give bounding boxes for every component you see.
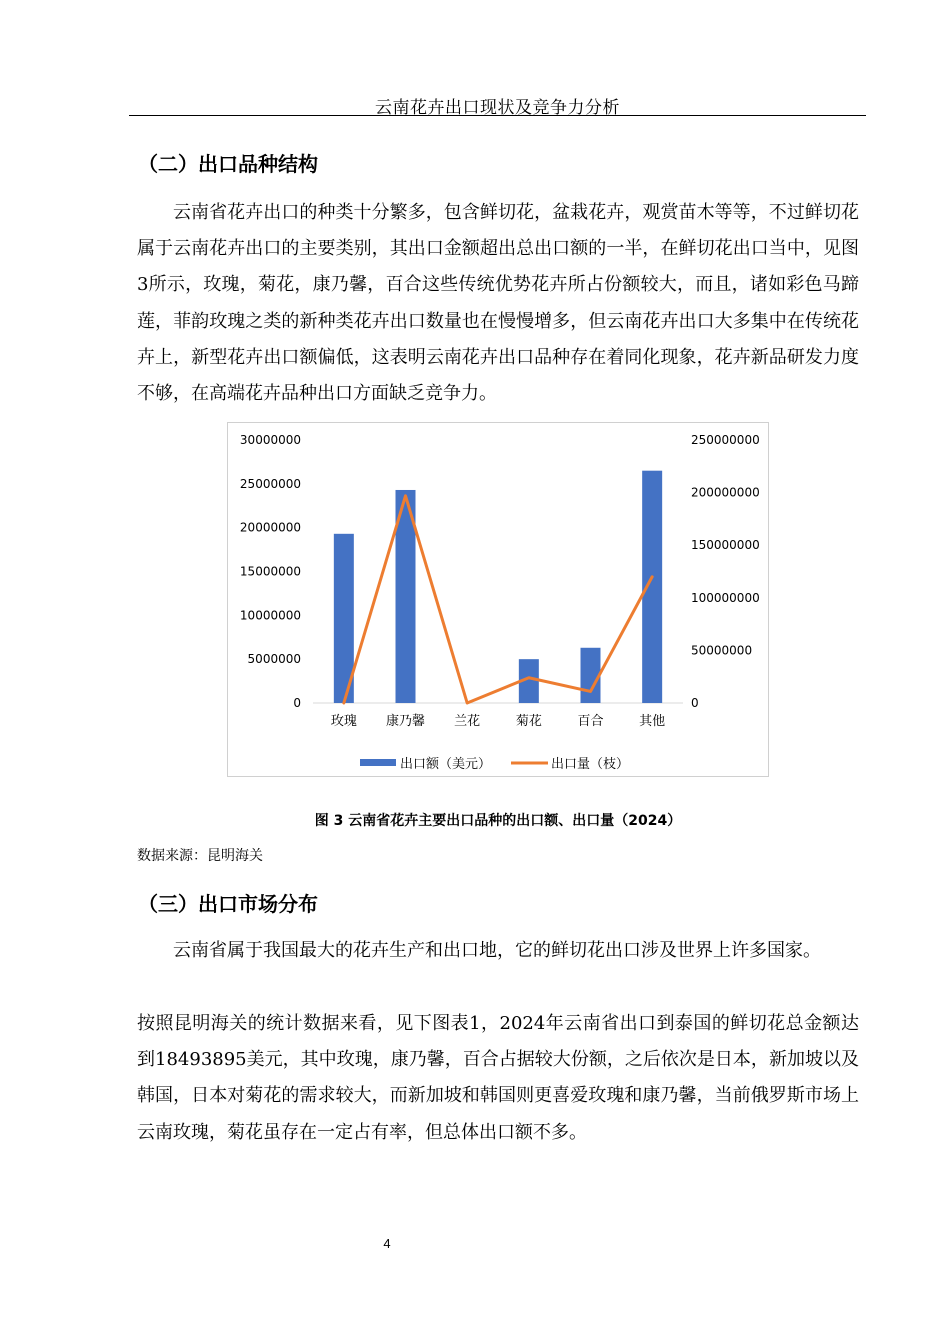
running-header: 云南花卉出口现状及竞争力分析 <box>375 98 620 118</box>
data-source-note: 数据来源：昆明海关 <box>137 848 263 864</box>
right-axis-tick-label: 250000000 <box>691 433 760 447</box>
left-axis-tick-label: 20000000 <box>239 520 301 535</box>
category-label: 菊花 <box>515 714 542 729</box>
right-axis-tick-label: 0 <box>691 696 699 710</box>
category-label: 兰花 <box>454 714 481 729</box>
export-chart <box>227 422 769 777</box>
volume-line <box>344 496 652 703</box>
section-heading-export-markets: （三）出口市场分布 <box>138 892 318 916</box>
right-axis-tick-label: 200000000 <box>691 485 760 500</box>
figure-caption: 图 3 云南省花卉主要出口品种的出口额、出口量（2024） <box>314 813 682 829</box>
section-heading-export-varieties: （二）出口品种结构 <box>138 152 318 176</box>
header-rule <box>129 115 866 116</box>
right-axis-tick-label: 150000000 <box>691 538 760 553</box>
right-axis-tick-label: 50000000 <box>691 643 753 658</box>
paragraph-export-varieties: 云南省花卉出口的种类十分繁多，包含鲜切花，盆栽花卉，观赏苗木等等，不过鲜切花属于云南花卉出口的主要类别，其出口金额超出总出口额的一半，在鲜切花出口当中，见图3所示，玫瑰，菊花，康乃馨，百合这些传统优势花卉所占份额较大，而且，诸如彩色马蹄莲，菲韵玫瑰之类的新种类花卉出口数量也在慢慢增多，但云南花卉出口大多集中在传统花卉上，新型花卉出口额偏低，这表明云南花卉出口品种存在着同化现象，花卉新品研发力度不够，在高端花卉品种出口方面缺乏竞争力。 <box>137 202 859 405</box>
left-axis-tick-label: 0 <box>293 696 301 710</box>
category-label: 康乃馨 <box>385 714 426 729</box>
left-axis-tick-label: 15000000 <box>239 564 301 579</box>
chart-canvas <box>228 423 768 776</box>
paragraph-export-markets-intro: 云南省属于我国最大的花卉生产和出口地，它的鲜切花出口涉及世界上许多国家。 <box>173 940 821 961</box>
category-label: 百合 <box>577 714 604 729</box>
left-axis-tick-label: 30000000 <box>239 433 301 447</box>
category-label: 玫瑰 <box>330 714 357 729</box>
legend-label-volume: 出口量（枝） <box>551 757 630 772</box>
left-axis-tick-label: 5000000 <box>247 652 301 667</box>
category-label: 其他 <box>639 714 666 729</box>
paragraph-export-markets-detail: 按照昆明海关的统计数据来看，见下图表1，2024年云南省出口到泰国的鲜切花总金额达到18493895美元，其中玫瑰，康乃馨，百合占据较大份额，之后依次是日本，新加坡以及韩国，日本对菊花的需求较大，而新加坡和韩国则更喜爱玫瑰和康乃馨，当前俄罗斯市场上云南玫瑰，菊花虽存在一定占有率，但总体出口额不多。 <box>137 1013 859 1143</box>
page-number: 4 <box>383 1236 391 1251</box>
left-axis-tick-label: 25000000 <box>239 476 301 491</box>
right-axis-tick-label: 100000000 <box>691 590 760 605</box>
legend-label-amount: 出口额（美元） <box>400 757 492 772</box>
left-axis-tick-label: 10000000 <box>239 608 301 623</box>
legend-swatch-amount <box>360 759 396 766</box>
